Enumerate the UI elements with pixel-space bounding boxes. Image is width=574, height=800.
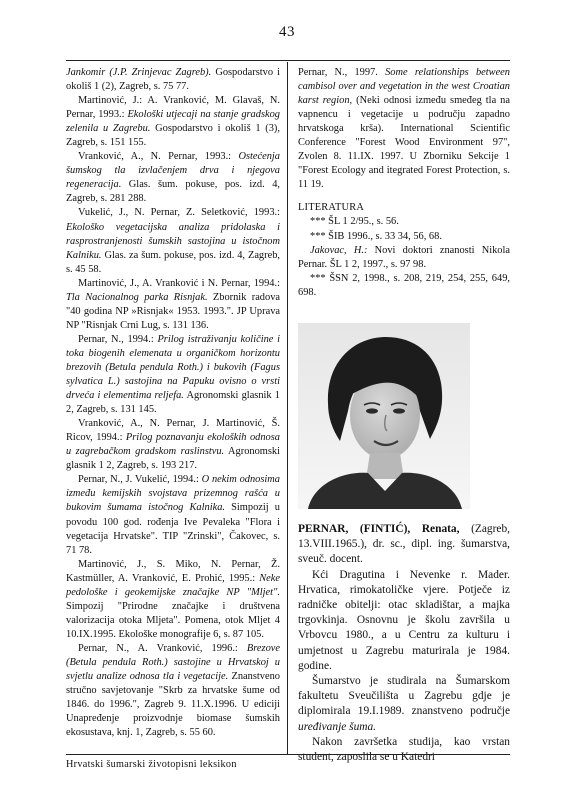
header-rule (66, 60, 510, 61)
biography-paragraph: Šumarstvo je studirala na Šumarskom fakultetu Sveučilišta u Zagrebu gdje je diplomirala 19.I.1989. znanstveno područje uređivanje šuma. (298, 675, 510, 733)
footer-title: Hrvatski šumarski životopisni leksikon (66, 759, 237, 770)
portrait-photo (298, 323, 470, 509)
bibliography-entry: Vukelić, J., N. Pernar, Z. Seletković, 1993.: Ekološko vegetacijska analiza pridolaska i rasprostranjenosti šumskih sastojina u istočnom Kalniku. Glas. za šum. pokuse, pos. izd. 4, Zagreb, s. 45 58. (66, 207, 280, 275)
bibliography-entry: Pernar, N., 1997. Some relationships between cambisol over and vegetation in the west Croatian karst region, (Neki odnosi između smeđeg tla na vapnencu i vegetacije u području zapadno hrvatskoga krša). International Scientific Conference "Forest Wood Environment 97", Zvolen 8. 11.IX. 1997. U Zborniku Sekcije 1 "Forest Ecology and itegrated Forest Protection, s. 11 19. (298, 67, 510, 191)
bibliography-entry: Vranković, A., N. Pernar, 1993.: Ostećenja šumskog tla izvlačenjem drva i njegova regeneracija. Glas. šum. pokuse, pos. izd. 4, Zagreb, s. 281 288. (66, 151, 280, 205)
biography-name: PERNAR, (FINTIĆ), Renata, (298, 523, 460, 535)
bibliography-entry: Martinović, J., A. Vranković i N. Pernar, 1994.: Tla Nacionalnog parka Risnjak. Zbornik radova "40 godina NP »Risnjak« 1953. 1993.". JP Uprava NP "Risnjak Crni Lug, s. 131 136. (66, 277, 280, 331)
literature-item: Jakovac, H.: Novi doktori znanosti Nikola Pernar. ŠL 1 2, 1997., s. 97 98. (298, 244, 510, 270)
biography-heading: PERNAR, (FINTIĆ), Renata, (Zagreb, 13.VIII.1965.), dr. sc., dipl. ing. šumarstva, sveuč. docent. (298, 523, 510, 566)
biography-section (298, 522, 510, 765)
right-column-bibliography (298, 66, 510, 300)
left-column-bibliography (66, 66, 280, 740)
bibliography-entry: Pernar, N., A. Vranković, 1996.: Brezove (Betula pendula Roth.) sastojine u Hrvatskoj u svjetlu analize odnosa tla i vegetacije. Znanstveno stručno savjetovanje "Skrb za hrvatske šume od 1846. do 1996.", Zagreb 9. 11.X.1996. U ediciji Unapređenje proizvodnje biomase šumskih ekosustava, knj. 1, Zagreb, s. 55 60. (66, 642, 280, 739)
bibliography-entry: Jankomir (J.P. Zrinjevac Zagreb). Gospodarstvo i okoliš 1 (2), Zagreb, s. 75 77. (66, 67, 280, 93)
bibliography-entry: Vranković, A., N. Pernar, J. Martinović, Š. Ricov, 1994.: Prilog poznavanju ekoloških odnosa u zagrebačkom gradskom raslinstvu. Agronomski glasnik 1 2, Zagreb, s. 193 217. (66, 418, 280, 472)
bibliography-entry: Pernar, N., 1994.: Prilog istraživanju količine i toka biogenih elemenata u organičkom horizontu brezovih (Betula pendula Roth.) i bukovih (Fagus sylvatica L.) sastojina na Papuku ovisno o vrsti drveća i elementima reljefa. Agronomski glasnik 1 2, Zagreb, s. 131 145. (66, 333, 280, 416)
literature-item: *** ŠIB 1996., s. 33 34, 56, 68. (310, 230, 442, 242)
literature-item: *** ŠL 1 2/95., s. 56. (310, 216, 399, 228)
literature-heading: LITERATURA (298, 202, 365, 214)
footer-rule (66, 754, 510, 755)
literature-item: *** ŠSN 2, 1998., s. 208, 219, 254, 255, 649, 698. (298, 272, 510, 298)
biography-paragraph: Nakon završetka studija, kao vrstan student, zaposlila se u Katedri (298, 735, 510, 764)
portrait-illustration (298, 323, 470, 509)
column-divider (287, 62, 288, 754)
bibliography-entry: Pernar, N., J. Vukelić, 1994.: O nekim odnosima između kemijskih svojstava prizemnog rašća u bukovim šumama istočnog Kalnika. Simpozij u povodu 100 god. rođenja Ive Pevaleka "Flora i vegetacija Hrvatske". TIP "Zrinski", Čakovec, s. 71 78. (66, 474, 281, 556)
bibliography-entry: Martinović, J.: A. Vranković, M. Glavaš, N. Pernar, 1993.: Ekološki utjecaji na stanje gradskog zelenila u Zagrebu. Gospodarstvo i okoliš 1 (3), Zagreb, s. 151 155. (66, 95, 280, 149)
bibliography-entry: Martinović, J., S. Miko, N. Pernar, Ž. Kastmüller, A. Vranković, E. Prohić, 1995.: Neke pedološke i geokemijske značajke NP "Mljet". Simpozij "Prirodne značajke i društvena valorizacija otoka Mljeta". Pomena, otok Mljet 4 10.IX.1995. Ekološke monografije 6, s. 87 105. (66, 558, 280, 640)
biography-paragraph: Kći Dragutina i Nevenke r. Mader. Hrvatica, rimokatoličke vjere. Potječe iz radničke obitelji: otac skladištar, a majka trgovkinja. Osnovnu je školu završila u Vrbovcu 1980., a u Centru za kulturu i umjetnost u Zagrebu maturirala je 1984. godine. (298, 568, 510, 672)
page-number: 43 (279, 24, 295, 40)
